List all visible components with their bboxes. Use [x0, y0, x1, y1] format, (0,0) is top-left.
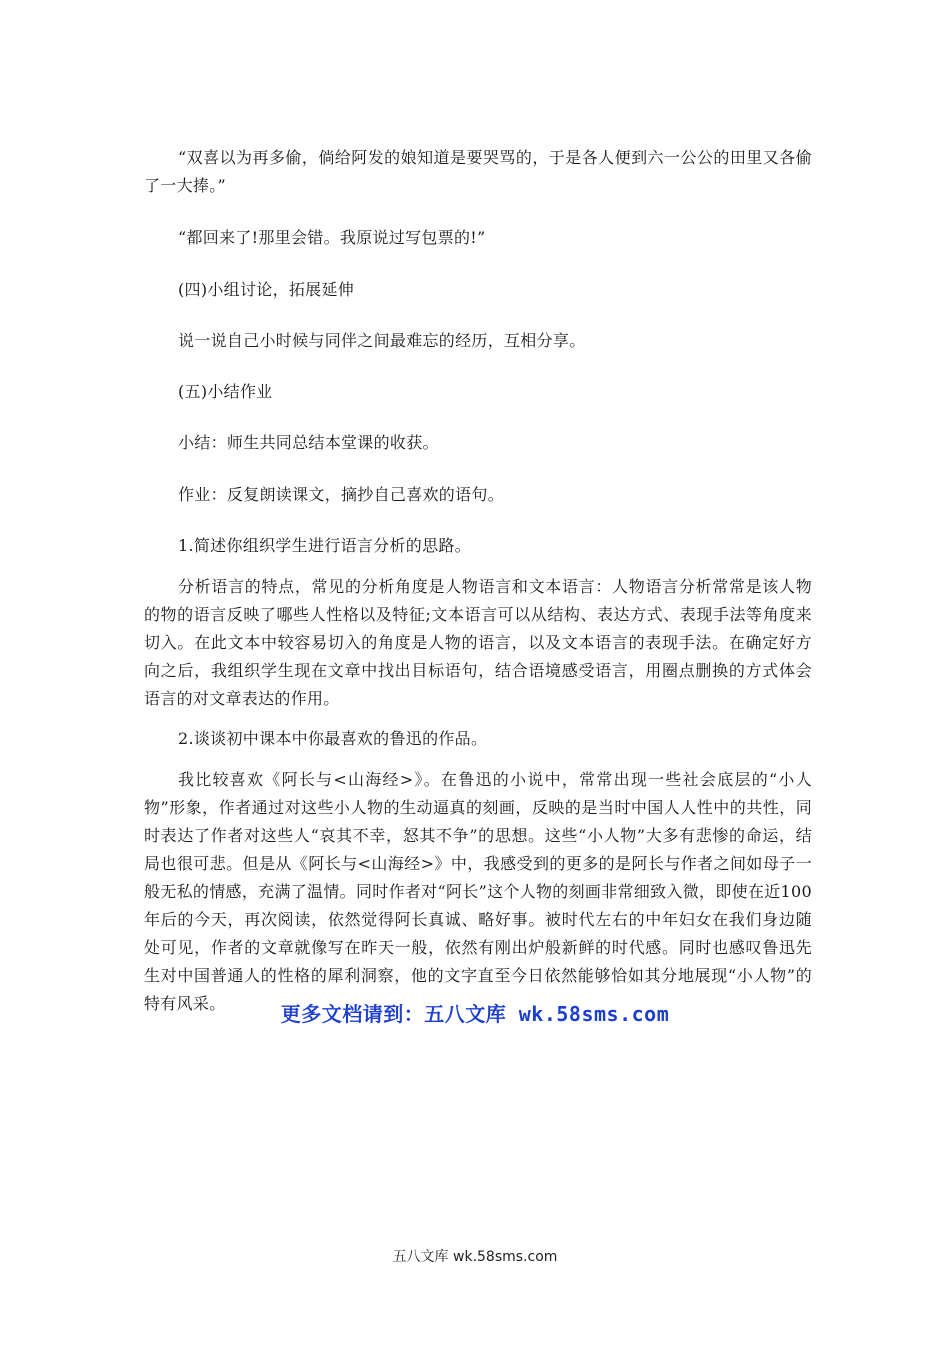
- question-2: 2.谈谈初中课本中你最喜欢的鲁迅的作品。: [178, 729, 488, 748]
- promo-banner: 更多文档请到：五八文库 wk.58sms.com: [280, 1002, 670, 1026]
- homework-line: 作业：反复朗读课文，摘抄自己喜欢的语句。: [178, 485, 505, 504]
- answer-1: 分析语言的特点，常见的分析角度是人物语言和文本语言：人物语言分析常常是该人物的物的语言反映了哪些人性格以及特征;文本语言可以从结构、表达方式、表现手法等角度来切入。在此文本中较容易切入的角度是人物的语言，以及文本语言的表现手法。在确定好方向之后，我组织学生现在文章中找出目标语句，结合语境感受语言，用圈点删换的方式体会语言的对文章表达的作用。: [144, 577, 812, 708]
- quote-shuangxi: “双喜以为再多偷，倘给阿发的娘知道是要哭骂的，于是各人便到六一公公的田里又各偷了一大捧。”: [144, 148, 812, 195]
- summary-line: 小结：师生共同总结本堂课的收获。: [178, 433, 439, 452]
- quote-all-returned: “都回来了!那里会错。我原说过写包票的!”: [178, 228, 486, 247]
- answer-2: 我比较喜欢《阿长与<山海经>》。在鲁迅的小说中，常常出现一些社会底层的“小人物”形象，作者通过对这些小人物的生动逼真的刻画，反映的是当时中国人人性中的共性，同时表达了作者对这些人“哀其不幸，怒其不争”的思想。这些“小人物”大多有悲惨的命运，结局也很可悲。但是从《阿长与<山海经>》中，我感受到的更多的是阿长与作者之间如母子一般无私的情感，充满了温情。同时作者对“阿长”这个人物的刻画非常细致入微，即使在近100年后的今天，再次阅读，依然觉得阿长真诚、略好事。被时代左右的中年妇女在我们身边随处可见，作者的文章就像写在昨天一般，依然有刚出炉般新鲜的时代感。同时也感叹鲁迅先生对中国普通人的性格的犀利洞察，他的文字直至今日依然能够恰如其分地展现“小人物”的特有风采。: [144, 770, 812, 1013]
- section-heading-5: (五)小结作业: [178, 382, 273, 401]
- section-heading-4: (四)小组讨论，拓展延伸: [178, 280, 355, 299]
- page-footer: 五八文库 wk.58sms.com: [392, 1249, 558, 1265]
- discussion-prompt: 说一说自己小时候与同伴之间最难忘的经历，互相分享。: [178, 331, 586, 350]
- question-1: 1.简述你组织学生进行语言分析的思路。: [178, 536, 471, 555]
